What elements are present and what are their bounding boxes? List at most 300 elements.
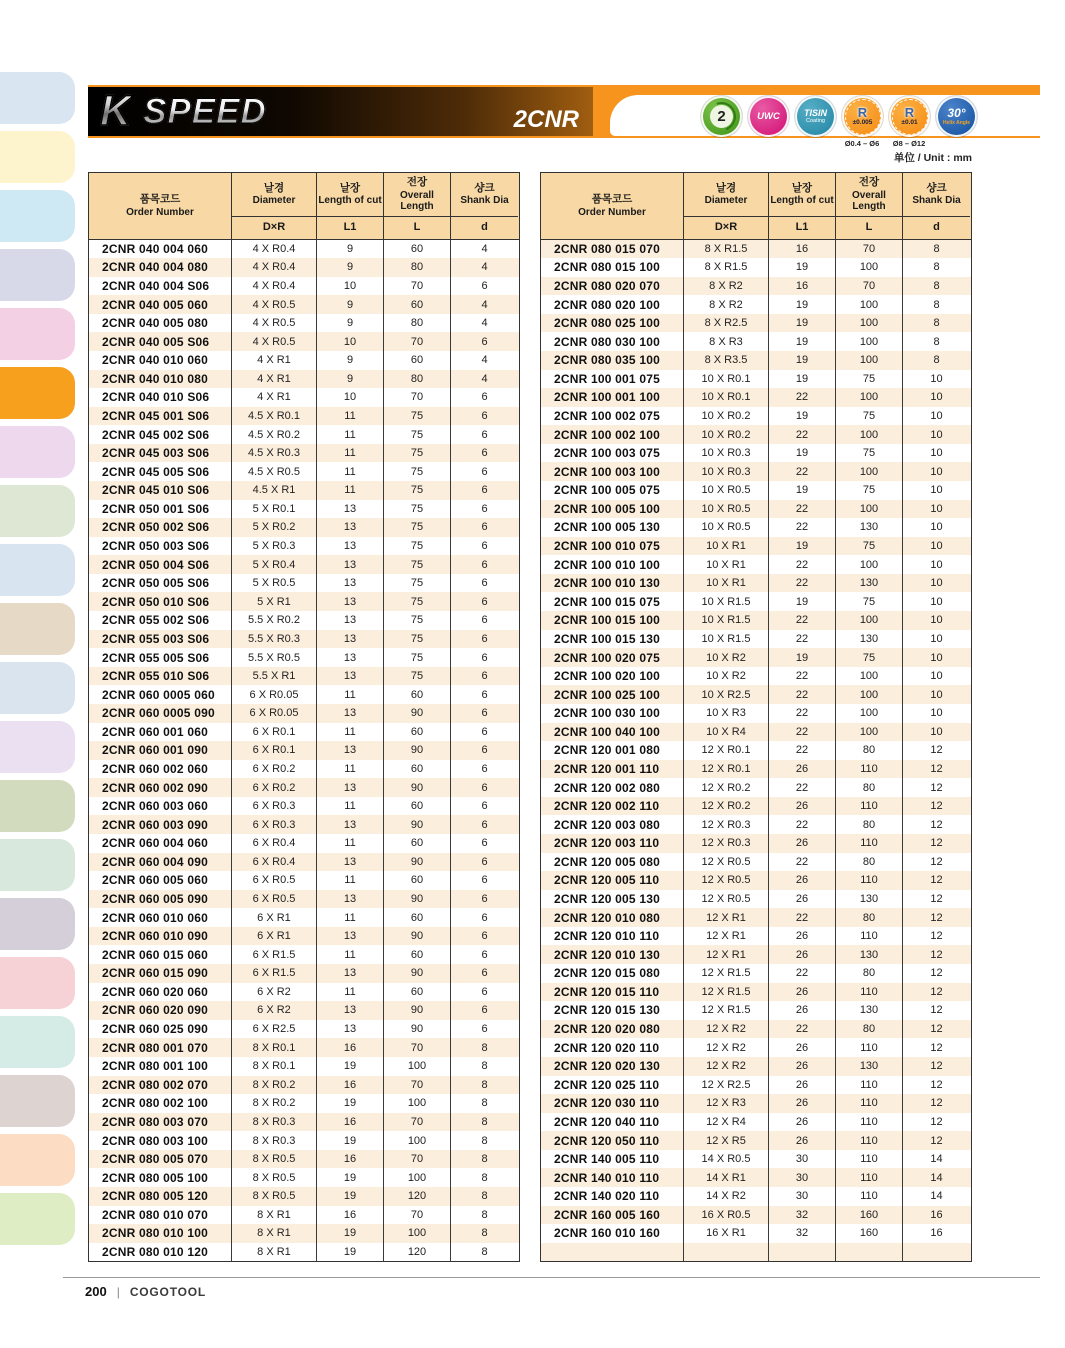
overall-length-cell: 75 [836,370,903,389]
col-header-shank-dia [903,173,970,239]
diameter-cell: 6 X R0.1 [232,723,317,742]
diameter-cell: 6 X R0.2 [232,778,317,797]
diameter-cell: 10 X R0.5 [684,500,769,519]
overall-length-cell: 160 [836,1224,903,1243]
table-row [89,518,519,537]
overall-length-header-en: Overall Length [400,189,434,213]
diameter-cell: 12 X R1.5 [684,1001,769,1020]
length-of-cut-cell: 22 [769,518,836,537]
overall-length-cell: 80 [384,370,451,389]
overall-length-symbol: L [413,221,421,234]
diameter-cell: 12 X R1 [684,927,769,946]
table-row [89,964,519,983]
shank-dia-cell: 6 [481,725,488,738]
shank-dia-cell: 6 [481,595,488,608]
overall-length-cell: 60 [384,908,451,927]
diameter-cell: 4 X R0.5 [232,295,317,314]
overall-length-cell: 100 [836,667,903,686]
overall-length-cell: 100 [836,555,903,574]
table-header [541,173,971,240]
shank-dia-cell: 6 [481,781,488,794]
shank-dia-cell: 8 [933,317,940,330]
shank-dia-cell: 10 [930,651,943,664]
overall-length-cell: 160 [836,1206,903,1225]
table-row [541,611,971,630]
table-row [89,425,519,444]
overall-length-cell: 75 [384,630,451,649]
diameter-cell: 12 X R0.2 [684,778,769,797]
shank-dia-cell: 14 [930,1190,943,1203]
order-number-cell: 2CNR 080 015 070 [541,240,684,259]
flutes-2-badge-icon [701,96,742,137]
shank-dia-cell: 6 [481,911,488,924]
col-header-order-number [89,173,232,239]
length-of-cut-cell: 26 [769,1001,836,1020]
order-number-cell: 2CNR 100 002 100 [541,425,684,444]
shank-dia-cell: 12 [930,818,943,831]
length-of-cut-cell: 26 [769,1094,836,1113]
diameter-cell: 10 X R1.5 [684,611,769,630]
shank-dia-cell: 6 [481,335,488,348]
diameter-cell: 8 X R1 [232,1206,317,1225]
length-of-cut-cell: 13 [317,778,384,797]
length-of-cut-cell: 10 [317,388,384,407]
length-of-cut-cell: 13 [317,815,384,834]
order-number-cell: 2CNR 080 010 100 [89,1224,232,1243]
table-row [89,407,519,426]
overall-length-cell: 100 [836,351,903,370]
overall-length-cell: 130 [836,518,903,537]
diameter-cell: 16 X R1 [684,1224,769,1243]
overall-length-cell: 100 [836,332,903,351]
order-number-cell: 2CNR 045 005 S06 [89,462,232,481]
overall-length-cell: 75 [384,667,451,686]
order-header-ko: 품목코드 [591,192,633,205]
order-number-cell: 2CNR 060 015 060 [89,945,232,964]
diameter-cell: 10 X R0.3 [684,462,769,481]
length-of-cut-cell: 22 [769,853,836,872]
diameter-cell: 10 X R4 [684,723,769,742]
overall-length-cell: 110 [836,834,903,853]
diameter-header-en: Diameter [252,195,296,207]
table-row [541,500,971,519]
shank-dia-cell: 6 [481,893,488,906]
table-body-right [541,240,971,1262]
shank-dia-cell: 12 [930,1041,943,1054]
sidebar-tab [0,662,75,714]
shank-dia-cell: 8 [933,261,940,274]
order-number-cell: 2CNR 120 003 110 [541,834,684,853]
order-number-cell: 2CNR 060 015 090 [89,964,232,983]
overall-length-cell: 70 [384,1038,451,1057]
table-row [541,1113,971,1132]
shank-dia-cell: 12 [930,930,943,943]
length-of-cut-cell: 22 [769,500,836,519]
length-of-cut-cell: 22 [769,778,836,797]
length-of-cut-cell: 19 [769,481,836,500]
radius-tolerance-005-badge-icon [842,96,883,137]
table-row [89,1150,519,1169]
table-row [541,277,971,296]
sidebar-tab [0,1134,75,1186]
shank-dia-cell: 8 [481,1153,488,1166]
overall-length-cell: 75 [384,500,451,519]
overall-length-cell: 100 [836,258,903,277]
overall-length-cell: 80 [384,258,451,277]
shank-dia-cell: 12 [930,1097,943,1110]
diameter-cell: 6 X R2 [232,983,317,1002]
shank-dia-cell: 6 [481,707,488,720]
diameter-cell: 6 X R0.4 [232,834,317,853]
table-row [89,592,519,611]
order-number-cell: 2CNR 080 003 100 [89,1131,232,1150]
shank-dia-cell [903,1243,970,1262]
length-of-cut-cell: 22 [769,462,836,481]
overall-length-cell: 100 [384,1057,451,1076]
shank-dia-cell: 4 [481,317,488,330]
order-number-cell: 2CNR 080 001 100 [89,1057,232,1076]
overall-length-cell: 130 [836,1001,903,1020]
table-row [541,574,971,593]
overall-length-cell: 110 [836,871,903,890]
order-number-cell: 2CNR 060 003 090 [89,815,232,834]
order-number-cell: 2CNR 060 001 060 [89,723,232,742]
length-of-cut-cell: 22 [769,1020,836,1039]
length-of-cut-cell: 19 [769,295,836,314]
shank-dia-cell: 6 [481,484,488,497]
overall-length-cell: 60 [384,351,451,370]
footer-separator: | [116,1284,120,1299]
length-of-cut-cell: 26 [769,797,836,816]
shank-dia-cell: 6 [481,967,488,980]
table-row [89,481,519,500]
overall-length-header-ko: 전장 [406,176,428,189]
length-of-cut-cell: 19 [769,314,836,333]
shank-dia-cell: 12 [930,762,943,775]
overall-length-cell: 110 [836,1038,903,1057]
tolerance-005: ±0.005 [852,119,873,127]
length-of-cut-cell: 30 [769,1168,836,1187]
shank-dia-cell: 6 [481,837,488,850]
length-of-cut-cell: 11 [317,407,384,426]
length-of-cut-symbol: L1 [343,221,357,234]
diameter-cell: 6 X R0.2 [232,760,317,779]
length-of-cut-cell: 11 [317,797,384,816]
table-row [541,370,971,389]
overall-length-cell: 100 [836,500,903,519]
length-of-cut-cell: 22 [769,685,836,704]
table-row [541,1187,971,1206]
diameter-cell: 16 X R0.5 [684,1206,769,1225]
length-of-cut-cell: 22 [769,555,836,574]
length-of-cut-cell: 26 [769,1113,836,1132]
sidebar-tab [0,131,75,183]
sidebar-tab [0,839,75,891]
overall-length-cell: 90 [384,1020,451,1039]
table-row [541,1094,971,1113]
diameter-cell: 5.5 X R0.3 [232,630,317,649]
shank-dia-cell: 12 [930,1078,943,1091]
table-row [89,945,519,964]
overall-length-cell: 70 [836,277,903,296]
order-number-cell: 2CNR 080 020 100 [541,295,684,314]
length-of-cut-cell: 26 [769,834,836,853]
col-header-overall-length [836,173,903,239]
order-number-cell: 2CNR 100 025 100 [541,685,684,704]
table-row [541,890,971,909]
diameter-cell: 6 X R0.05 [232,685,317,704]
shank-dia-cell: 6 [481,670,488,683]
length-of-cut-cell: 22 [769,723,836,742]
table-row [89,370,519,389]
shank-dia-cell: 10 [930,614,943,627]
table-row [541,1131,971,1150]
diameter-cell: 12 X R1.5 [684,964,769,983]
order-number-cell: 2CNR 080 010 070 [89,1206,232,1225]
order-number-cell: 2CNR 040 010 060 [89,351,232,370]
shank-dia-cell: 6 [481,279,488,292]
diameter-cell: 4.5 X R0.1 [232,407,317,426]
table-row [89,741,519,760]
overall-length-cell: 70 [384,1150,451,1169]
table-row [89,1168,519,1187]
table-header [89,173,519,240]
sidebar-tab [0,72,75,124]
length-of-cut-cell: 22 [769,815,836,834]
table-row [89,444,519,463]
shank-dia-cell: 8 [481,1041,488,1054]
table-row [541,240,971,259]
overall-length-cell: 75 [836,592,903,611]
length-of-cut-header-ko: 날장 [339,182,361,195]
diameter-cell: 4.5 X R0.5 [232,462,317,481]
page-footer [85,1284,206,1299]
k-speed-logo [100,88,267,135]
diameter-cell: 8 X R2 [684,277,769,296]
shank-dia-cell: 10 [930,372,943,385]
length-of-cut-cell: 19 [769,332,836,351]
overall-length-cell: 90 [384,853,451,872]
diameter-cell: 6 X R0.05 [232,704,317,723]
tisin-label: TISIN [803,107,827,118]
order-number-cell: 2CNR 080 003 070 [89,1113,232,1132]
overall-length-cell: 75 [384,407,451,426]
shank-dia-cell: 6 [481,948,488,961]
order-number-cell: 2CNR 080 030 100 [541,332,684,351]
overall-length-cell: 90 [384,964,451,983]
order-number-cell: 2CNR 060 004 090 [89,853,232,872]
length-of-cut-cell: 13 [317,574,384,593]
table-row [541,425,971,444]
order-number-cell: 2CNR 060 025 090 [89,1020,232,1039]
length-of-cut-cell: 22 [769,908,836,927]
sidebar-tab [0,721,75,773]
order-number-cell: 2CNR 100 001 075 [541,370,684,389]
diameter-cell: 12 X R0.5 [684,853,769,872]
diameter-cell: 6 X R1 [232,927,317,946]
table-row [89,1038,519,1057]
table-row [89,500,519,519]
shank-dia-cell: 6 [481,818,488,831]
order-number-cell: 2CNR 050 001 S06 [89,500,232,519]
table-row [89,853,519,872]
order-number-cell: 2CNR 080 010 120 [89,1243,232,1262]
table-row [541,667,971,686]
length-of-cut-cell: 19 [769,407,836,426]
shank-dia-cell: 4 [481,354,488,367]
order-number-cell: 2CNR 080 035 100 [541,351,684,370]
col-header-length-of-cut [769,173,836,239]
shank-dia-cell: 8 [481,1208,488,1221]
order-header-en: Order Number [578,207,646,219]
col-header-shank-dia [451,173,518,239]
table-row [89,704,519,723]
shank-dia-cell: 12 [930,911,943,924]
table-row [541,834,971,853]
table-row [541,1206,971,1225]
overall-length-cell: 130 [836,1057,903,1076]
order-number-cell: 2CNR 040 005 080 [89,314,232,333]
spec-table-right [540,172,972,1262]
table-row [89,537,519,556]
length-of-cut-cell: 13 [317,592,384,611]
diameter-cell: 12 X R0.3 [684,834,769,853]
table-row [89,890,519,909]
overall-length-cell: 80 [836,908,903,927]
length-of-cut-cell: 19 [769,648,836,667]
order-header-ko: 품목코드 [139,192,181,205]
shank-dia-cell: 12 [930,800,943,813]
overall-length-cell: 75 [384,518,451,537]
length-of-cut-cell: 22 [769,388,836,407]
length-of-cut-cell: 19 [769,444,836,463]
length-of-cut-header-en: Length of cut [770,195,834,207]
order-number-cell: 2CNR 120 030 110 [541,1094,684,1113]
feature-badges [701,96,977,137]
diameter-cell: 8 X R2.5 [684,314,769,333]
diameter-cell: 12 X R3 [684,1094,769,1113]
table-row [89,332,519,351]
length-of-cut-cell: 30 [769,1150,836,1169]
shank-dia-cell: 8 [481,1190,488,1203]
order-number-cell: 2CNR 080 015 100 [541,258,684,277]
sidebar-tab [0,957,75,1009]
diameter-cell: 12 X R0.2 [684,797,769,816]
diameter-cell: 12 X R0.1 [684,760,769,779]
table-row [89,648,519,667]
table-row [541,1076,971,1095]
shank-dia-header-ko: 샹크 [474,182,495,195]
overall-length-cell: 100 [836,723,903,742]
shank-dia-cell: 10 [930,670,943,683]
table-row [541,407,971,426]
order-number-cell: 2CNR 140 010 110 [541,1168,684,1187]
order-number-cell: 2CNR 060 005 060 [89,871,232,890]
diameter-cell: 4 X R0.5 [232,332,317,351]
length-of-cut-cell: 19 [317,1057,384,1076]
diameter-cell: 6 X R1 [232,908,317,927]
order-number-cell: 2CNR 100 015 075 [541,592,684,611]
diameter-cell: 8 X R1 [232,1243,317,1262]
shank-dia-cell: 10 [930,725,943,738]
shank-dia-cell: 12 [930,781,943,794]
diameter-cell: 8 X R3.5 [684,351,769,370]
diameter-cell: 14 X R0.5 [684,1150,769,1169]
table-row [89,760,519,779]
diameter-cell: 10 X R0.2 [684,407,769,426]
logo-band [88,87,593,136]
shank-dia-cell: 6 [481,465,488,478]
diameter-cell: 10 X R0.5 [684,481,769,500]
table-row [89,1001,519,1020]
order-number-cell: 2CNR 120 025 110 [541,1076,684,1095]
table-row [541,537,971,556]
order-number-cell: 2CNR 060 001 090 [89,741,232,760]
diameter-cell: 8 X R1.5 [684,258,769,277]
shank-dia-cell: 8 [481,1171,488,1184]
order-number-cell: 2CNR 045 002 S06 [89,425,232,444]
diameter-header-ko: 날경 [263,182,285,195]
order-number-cell: 2CNR 045 003 S06 [89,444,232,463]
overall-length-cell: 60 [384,760,451,779]
diameter-cell: 12 X R0.5 [684,890,769,909]
diameter-cell: 10 X R0.5 [684,518,769,537]
length-of-cut-cell: 9 [317,314,384,333]
length-of-cut-cell [769,1243,836,1262]
length-of-cut-cell: 19 [317,1243,384,1262]
overall-length-cell: 75 [384,425,451,444]
overall-length-cell: 75 [384,555,451,574]
table-row [89,667,519,686]
overall-length-cell: 60 [384,797,451,816]
order-number-cell: 2CNR 055 005 S06 [89,648,232,667]
order-number-cell: 2CNR 120 015 080 [541,964,684,983]
order-number-cell: 2CNR 100 020 075 [541,648,684,667]
overall-length-cell: 80 [836,964,903,983]
table-row [541,741,971,760]
order-number-cell: 2CNR 120 015 130 [541,1001,684,1020]
table-row [89,1076,519,1095]
length-of-cut-cell: 11 [317,481,384,500]
length-of-cut-cell: 22 [769,611,836,630]
overall-length-cell: 130 [836,630,903,649]
diameter-cell: 6 X R0.5 [232,890,317,909]
shank-dia-cell: 10 [930,707,943,720]
overall-length-cell: 75 [836,537,903,556]
order-number-cell: 2CNR 120 020 130 [541,1057,684,1076]
overall-length-cell: 130 [836,890,903,909]
overall-length-cell: 70 [384,277,451,296]
length-of-cut-cell: 19 [317,1168,384,1187]
table-row [541,871,971,890]
table-row [541,518,971,537]
length-of-cut-cell: 26 [769,760,836,779]
order-number-cell: 2CNR 140 020 110 [541,1187,684,1206]
table-row [89,1187,519,1206]
shank-dia-cell: 12 [930,1115,943,1128]
shank-dia-cell: 10 [930,409,943,422]
overall-length-cell: 75 [384,444,451,463]
order-number-cell: 2CNR 080 005 120 [89,1187,232,1206]
table-row [541,388,971,407]
overall-length-cell: 110 [836,1187,903,1206]
order-number-cell: 2CNR 080 001 070 [89,1038,232,1057]
overall-length-cell: 75 [384,481,451,500]
overall-length-cell: 80 [836,853,903,872]
order-number-cell: 2CNR 100 003 100 [541,462,684,481]
diameter-cell: 10 X R0.2 [684,425,769,444]
length-of-cut-cell: 11 [317,760,384,779]
